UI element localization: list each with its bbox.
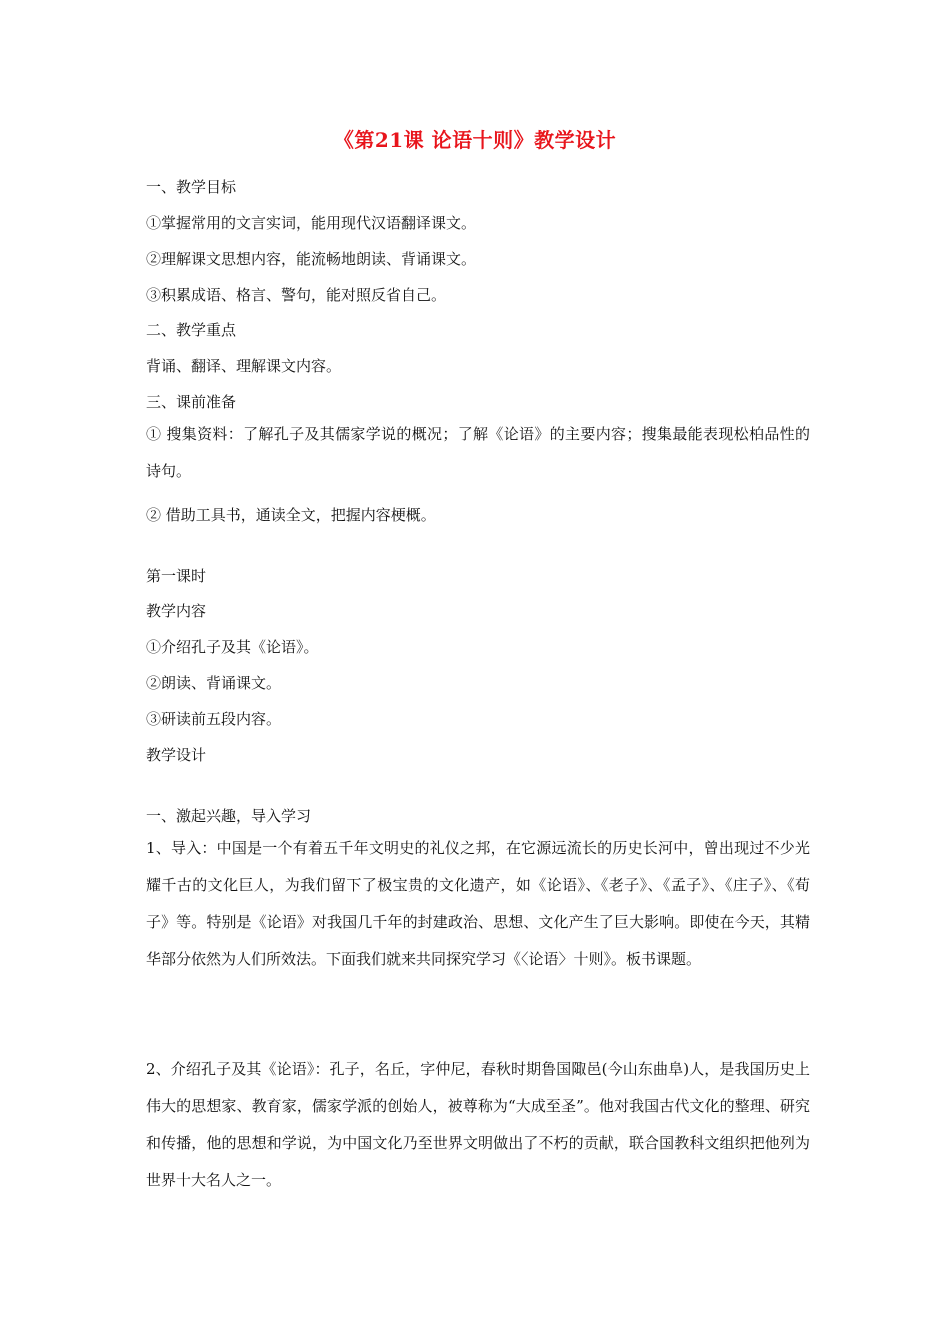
- objective-item-2: ②理解课文思想内容，能流畅地朗读、背诵课文。: [146, 250, 477, 268]
- preparation-item-2: ② 借助工具书，通读全文，把握内容梗概。: [146, 506, 436, 524]
- section-heading-focus: 二、教学重点: [146, 321, 237, 339]
- focus-text: 背诵、翻译、理解课文内容。: [146, 357, 342, 375]
- objective-item-1: ①掌握常用的文言实词，能用现代汉语翻译课文。: [146, 214, 477, 232]
- objective-item-3: ③积累成语、格言、警句，能对照反省自己。: [146, 286, 447, 304]
- document-title: 《第21课 论语十则》教学设计: [333, 128, 617, 152]
- confucius-paragraph: 2、介绍孔子及其《论语》：孔子，名丘，字仲尼，春秋时期鲁国陬邑(今山东曲阜)人，是我国历史上伟大的思想家、教育家，儒家学派的创始人，被尊称为“大成至圣”。他对我国古代文化的整理、研究和传播，他的思想和学说，为中国文化乃至世界文明做出了不朽的贡献，联合国教科文组织把他列为世界十大名人之一。: [146, 1060, 810, 1189]
- introduction-paragraph: 1、导入：中国是一个有着五千年文明史的礼仪之邦，在它源远流长的历史长河中，曾出现过不少光耀千古的文化巨人，为我们留下了极宝贵的文化遗产，如《论语》、《老子》、《孟子》、《庄子》、《荀子》等。特别是《论语》对我国几千年的封建政治、思想、文化产生了巨大影响。即使在今天，其精华部分依然为人们所效法。下面我们就来共同探究学习《〈论语〉十则》。板书课题。: [146, 839, 810, 968]
- section-heading-preparation: 三、课前准备: [146, 393, 237, 411]
- content-item-1: ①介绍孔子及其《论语》。: [146, 638, 319, 656]
- teaching-content-heading: 教学内容: [146, 602, 207, 620]
- teaching-design-heading: 教学设计: [146, 746, 207, 764]
- step-heading-introduction: 一、激起兴趣，导入学习: [146, 807, 312, 825]
- preparation-item-1: ① 搜集资料：了解孔子及其儒家学说的概况；了解《论语》的主要内容；搜集最能表现松柏品性的诗句。: [146, 425, 810, 480]
- lesson-period-heading: 第一课时: [146, 567, 207, 585]
- section-heading-objectives: 一、教学目标: [146, 178, 237, 196]
- content-item-3: ③研读前五段内容。: [146, 710, 282, 728]
- content-item-2: ②朗读、背诵课文。: [146, 674, 282, 692]
